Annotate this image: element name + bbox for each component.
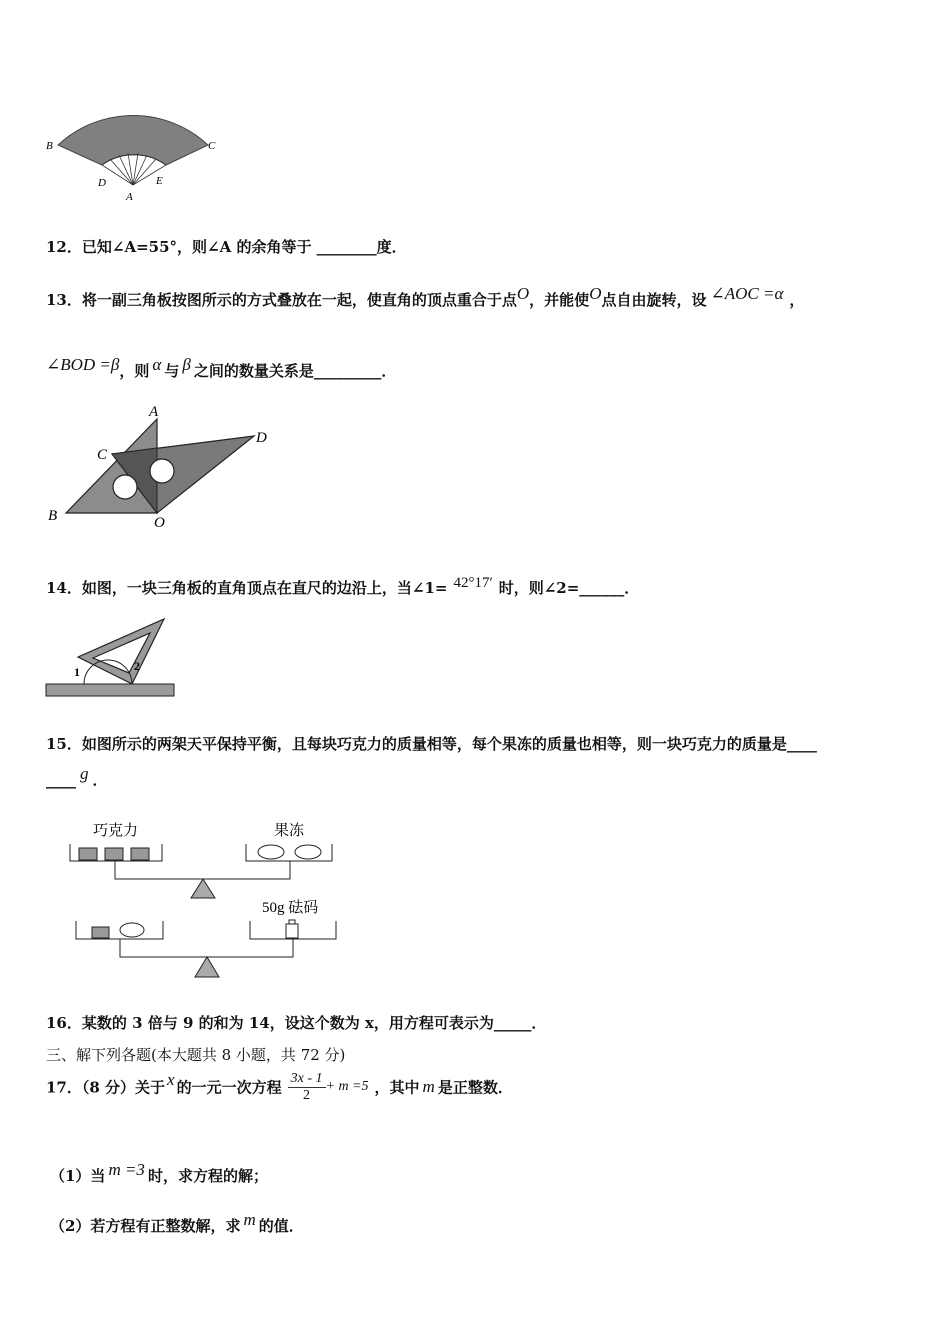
angle-aoc-expression: ∠AOC =α [710,284,784,303]
question-13-mid: ，并能使 [529,291,590,309]
question-13-comma: ， [789,291,805,309]
question-15-line1 [46,733,817,754]
chocolate-block-4 [92,927,109,938]
angle-1-value: 42°17′ [453,575,493,591]
part-2-var: m [243,1210,256,1229]
fan-outer-sector [58,115,208,165]
label-o: O [154,515,165,530]
question-14-suffix: 时，则∠2=______． [498,579,640,597]
chocolate-block-3 [131,848,149,860]
question-13-then: ，则 [119,362,150,380]
upper-fulcrum [191,879,215,898]
question-17-part-2 [50,1210,304,1236]
chocolate-label: 巧克力 [93,823,139,839]
fan-label-a: A [126,191,133,203]
part-2-suffix: 的值． [258,1217,304,1235]
section-3-title: 三、解下列各题(本大题共 8 小题，共 72 分) [46,1046,346,1064]
beta-symbol: β [182,355,191,374]
question-17-mid: 的一元一次方程 [176,1078,282,1097]
question-13-ending: 之间的数量关系是_________． [193,362,397,380]
question-17-suffix-b: 是正整数． [437,1078,513,1097]
question-13-prefix: 13．将一副三角板按图所示的方式叠放在一起，使直角的顶点重合于点 [46,291,517,309]
point-o-label-2: O [589,284,602,303]
fan-label-d: D [98,177,106,189]
question-13-suffix: 点自由旋转，设 [601,291,707,309]
part-1-prefix: （1）当 [50,1167,106,1185]
upper-beam [115,861,290,879]
question-13-line2 [46,355,396,381]
point-o-label: O [516,284,530,303]
question-14 [46,575,639,598]
question-15-line2 [46,764,108,790]
var-x: x [167,1070,175,1089]
jelly-label: 果冻 [274,823,305,839]
var-m: m [422,1077,435,1096]
section-3-heading [46,1044,345,1065]
part-1-suffix: 时，求方程的解； [147,1167,268,1185]
question-17-suffix-a: ，其中 [374,1078,420,1097]
equation-rest: + m =5 [325,1079,369,1094]
fan-figure [40,95,230,205]
question-15-text: 15．如图所示的两架天平保持平衡，且每块巧克力的质量相等，每个果冻的质量也相等，则一块巧克力的质量是____ [46,735,817,753]
weight-label: 50g 砝码 [262,900,319,916]
part-2-prefix: （2）若方程有正整数解，求 [50,1217,241,1235]
question-16 [46,1012,546,1033]
ruler-triangle-figure [40,615,185,700]
question-14-prefix: 14．如图，一块三角板的直角顶点在直尺的边沿上，当∠1= [46,579,448,597]
weight-50g-knob [289,920,295,924]
label-c: C [97,447,108,463]
question-12-text: 12．已知∠A=55°，则∠A 的余角等于 ________度． [46,238,407,256]
weight-50g [286,924,298,938]
angle-2-label: 2 [134,659,140,673]
gram-unit: g [80,764,89,783]
jelly-1 [258,845,284,859]
question-12 [46,236,407,257]
hole-right [150,459,174,483]
question-16-text: 16．某数的 3 倍与 9 的和为 14，设这个数为 x，用方程可表示为_____． [46,1014,547,1032]
part-1-condition: m =3 [108,1160,145,1179]
fraction-denominator: 2 [303,1087,311,1103]
chocolate-block-2 [105,848,123,860]
jelly-2 [295,845,321,859]
question-13-and: 与 [164,362,180,380]
hole-left [113,475,137,499]
angle-1-label: 1 [74,665,80,679]
equation-fraction [288,1071,326,1104]
fan-label-b: B [46,140,53,152]
question-17-prefix: 17．（8 分）关于 [46,1078,166,1097]
jelly-3 [120,923,144,937]
question-17-part-1 [50,1160,268,1186]
fraction-numerator: 3x - 1 [288,1071,326,1088]
label-b: B [48,508,58,524]
question-17 [46,1070,513,1104]
question-15-blank: ____ [46,771,76,789]
set-squares-figure [40,400,280,530]
fan-label-c: C [208,140,216,152]
balance-figure [60,815,350,985]
question-15-period: ． [92,771,108,789]
lower-fulcrum [195,957,219,977]
lower-beam [120,939,293,957]
ruler [46,684,174,696]
label-a: A [149,404,159,420]
chocolate-block-1 [79,848,97,860]
angle-bod-expression: ∠BOD =β [46,355,120,374]
fan-label-e: E [156,175,163,187]
alpha-symbol: α [152,355,162,374]
label-d: D [256,430,267,446]
question-13-line1 [46,284,804,310]
